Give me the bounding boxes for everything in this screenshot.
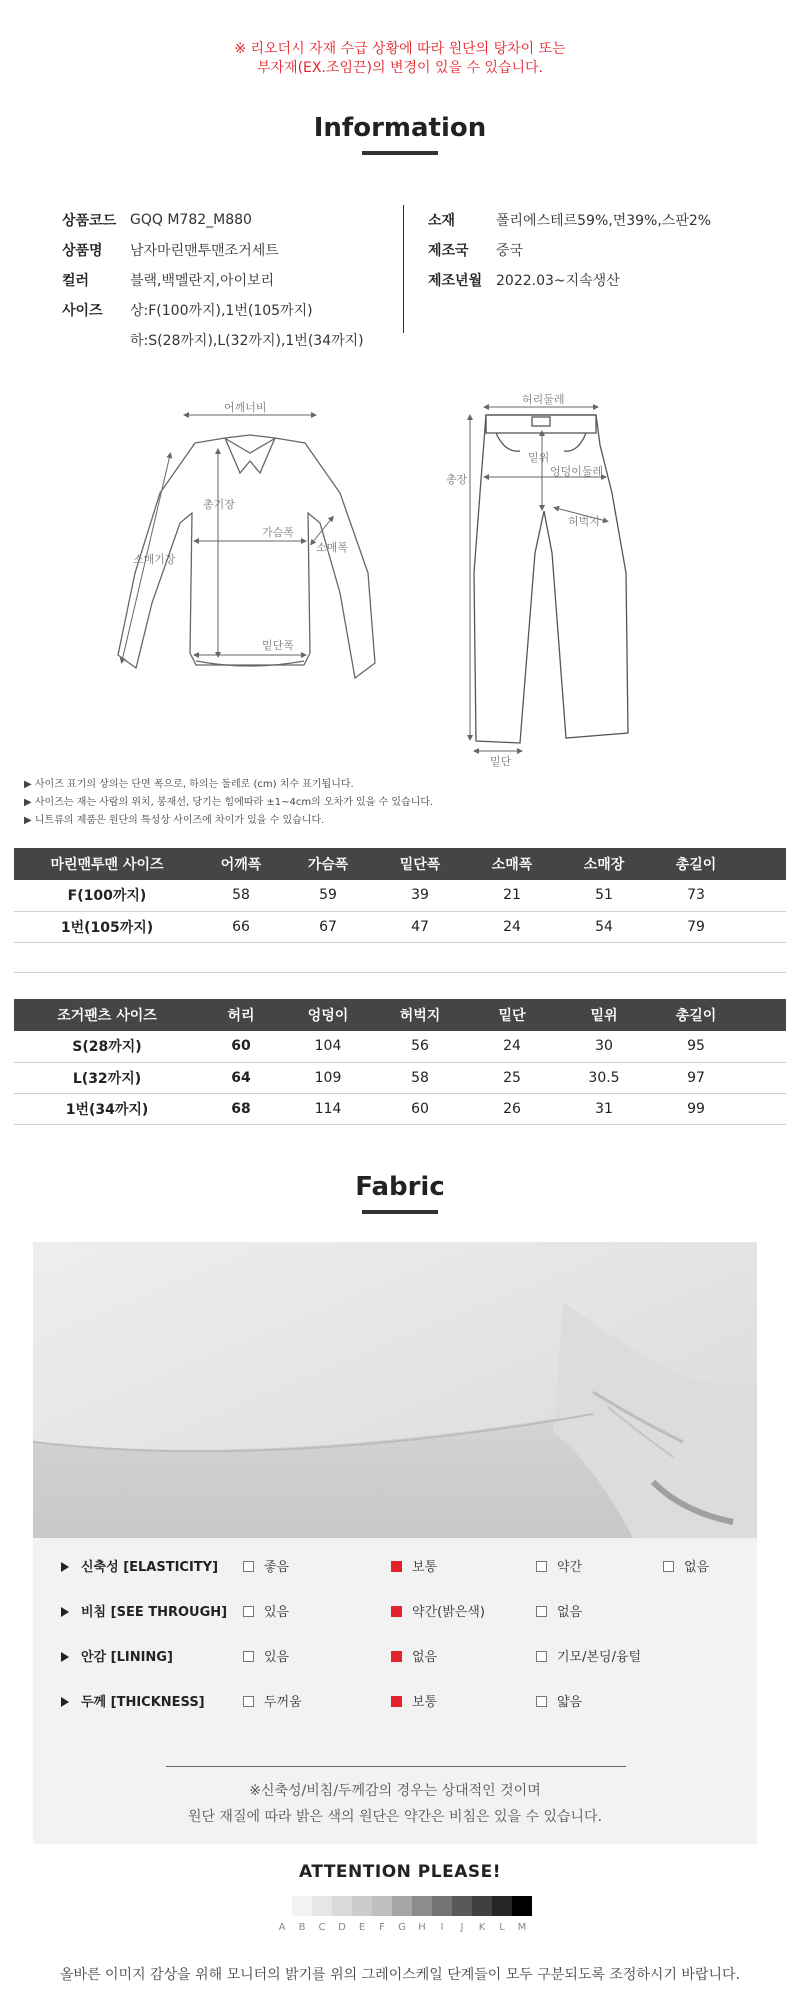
option-checkbox[interactable] (243, 1646, 289, 1665)
table-cell: 39 (374, 880, 466, 911)
table-cell: 30 (558, 1031, 650, 1062)
measurement-diagram (0, 393, 800, 773)
table-header: 소매장 (558, 848, 650, 880)
label-total: 총장 (446, 473, 468, 486)
fabric-row-label (61, 1691, 205, 1710)
fabric-row-lining (33, 1642, 757, 1666)
label-shoulder: 어깨너비 (224, 401, 267, 414)
table-cell-blank (14, 942, 786, 972)
table-cell: 60 (374, 1093, 466, 1124)
table-cell: 54 (558, 911, 650, 942)
information-title (0, 113, 800, 155)
grayscale-swatch (332, 1896, 352, 1916)
grayscale-swatch (492, 1896, 512, 1916)
checkbox-icon (663, 1561, 674, 1572)
triangle-bullet-icon (61, 1652, 69, 1662)
info-key: 상품코드 (62, 213, 117, 229)
info-value: 폴리에스테르59%,면39%,스판2% (496, 213, 712, 229)
grayscale-swatch (472, 1896, 492, 1916)
checkbox-checked-icon (391, 1561, 402, 1572)
fabric-row-label-text: 안감 [LINING] (81, 1650, 173, 1665)
grayscale-label: J (460, 1922, 464, 1933)
table-cell: S(28까지) (14, 1031, 200, 1062)
option-label: 약간 (557, 1560, 583, 1575)
grayscale-swatch (372, 1896, 392, 1916)
info-value: 남자마린맨투맨조거세트 (130, 243, 279, 259)
fabric-row-elasticity (33, 1552, 757, 1576)
info-row-size (62, 295, 364, 325)
option-label: 보통 (412, 1560, 438, 1575)
table-cell: L(32까지) (14, 1062, 200, 1093)
table-header: 조거팬츠 사이즈 (14, 999, 200, 1031)
table-cell-blank (742, 880, 786, 911)
table-cell: 64 (200, 1062, 282, 1093)
info-row-material (428, 205, 711, 235)
checkbox-icon (243, 1651, 254, 1662)
option-label: 좋음 (264, 1560, 290, 1575)
option-checkbox[interactable] (536, 1556, 582, 1575)
info-row-date (428, 265, 711, 295)
table-cell: 95 (650, 1031, 742, 1062)
option-checkbox[interactable] (536, 1646, 641, 1665)
notice-line-2: 부자재(EX.조임끈)의 변경이 있을 수 있습니다. (257, 60, 543, 76)
table-cell: 67 (282, 911, 374, 942)
info-left-column (62, 205, 364, 355)
info-right-column (428, 205, 711, 295)
grayscale-label: C (318, 1922, 326, 1933)
table-header: 가슴폭 (282, 848, 374, 880)
table-cell: 58 (200, 880, 282, 911)
table-cell-blank (742, 1031, 786, 1062)
grayscale-label: A (278, 1922, 286, 1933)
fabric-row-see-through (33, 1597, 757, 1621)
table-cell: 114 (282, 1093, 374, 1124)
table-cell: 79 (650, 911, 742, 942)
size-notes (24, 776, 433, 830)
option-label: 기모/본딩/융털 (557, 1650, 642, 1665)
option-checkbox[interactable] (391, 1646, 437, 1665)
option-checkbox[interactable] (663, 1556, 709, 1575)
option-checkbox[interactable] (536, 1691, 582, 1710)
info-key: 제조년월 (428, 273, 483, 289)
info-value: 블랙,백멜란지,아이보리 (130, 273, 275, 289)
table-header: 마린맨투맨 사이즈 (14, 848, 200, 880)
notice-line-1: ※ 리오더시 자재 수급 상황에 따라 원단의 탕차이 또는 (234, 41, 566, 57)
grayscale-label: L (499, 1922, 505, 1933)
fabric-row-thickness (33, 1687, 757, 1711)
table-cell: 30.5 (558, 1062, 650, 1093)
table-cell: 68 (200, 1093, 282, 1124)
checkbox-checked-icon (391, 1606, 402, 1617)
info-key: 소재 (428, 213, 456, 229)
table-cell: 109 (282, 1062, 374, 1093)
fabric-row-label-text: 비침 [SEE THROUGH] (81, 1605, 228, 1620)
table-cell: 73 (650, 880, 742, 911)
option-checkbox[interactable] (536, 1601, 582, 1620)
table-row (14, 1031, 786, 1062)
table-cell-blank (742, 1062, 786, 1093)
info-row-size-bottom (62, 325, 364, 355)
grayscale-label: B (298, 1922, 306, 1933)
table-header: 소매폭 (466, 848, 558, 880)
info-key: 제조국 (428, 243, 469, 259)
sweatshirt-size-table (14, 848, 786, 973)
grayscale-swatch (432, 1896, 452, 1916)
info-key: 컬러 (62, 273, 90, 289)
checkbox-checked-icon (391, 1696, 402, 1707)
information-title-text: Information (313, 113, 487, 143)
grayscale-swatch (412, 1896, 432, 1916)
fabric-note-line: 원단 재질에 따라 밝은 색의 원단은 약간은 비침은 있을 수 있습니다. (187, 1809, 603, 1825)
fabric-title (0, 1172, 800, 1214)
checkbox-icon (536, 1696, 547, 1707)
option-label: 없음 (557, 1605, 583, 1620)
option-checkbox[interactable] (391, 1556, 437, 1575)
info-key: 상품명 (62, 243, 103, 259)
table-header: 허벅지 (374, 999, 466, 1031)
grayscale-label: F (379, 1922, 385, 1933)
table-cell: 24 (466, 911, 558, 942)
table-cell: 26 (466, 1093, 558, 1124)
label-length: 총기장 (203, 498, 235, 511)
info-value: 하:S(28까지),L(32까지),1번(34까지) (130, 333, 364, 349)
table-row (14, 1093, 786, 1124)
grayscale-label: E (358, 1922, 366, 1933)
fabric-row-label (61, 1556, 218, 1575)
attention-title: ATTENTION PLEASE! (299, 1862, 501, 1882)
label-thigh: 허벅지 (568, 515, 600, 528)
table-header-blank (742, 999, 786, 1031)
checkbox-icon (243, 1696, 254, 1707)
table-header-blank (742, 848, 786, 880)
fabric-note-divider (166, 1766, 626, 1767)
grayscale-labels (272, 1922, 532, 1933)
info-value: 2022.03~지속생산 (496, 273, 620, 289)
info-divider (403, 205, 404, 333)
fabric-photo-illustration (33, 1242, 757, 1538)
label-chest: 가슴폭 (262, 526, 294, 539)
option-checkbox[interactable] (243, 1556, 289, 1575)
option-label: 없음 (412, 1650, 438, 1665)
fabric-title-text: Fabric (355, 1172, 445, 1202)
table-row (14, 911, 786, 942)
note-line: ▶ 니트류의 제품은 원단의 특성상 사이즈에 차이가 있을 수 있습니다. (24, 815, 325, 826)
table-cell: F(100까지) (14, 880, 200, 911)
grayscale-scale (272, 1896, 532, 1916)
table-cell: 104 (282, 1031, 374, 1062)
option-label: 약간(밝은색) (412, 1605, 485, 1620)
info-value: GQQ M782_M880 (130, 212, 252, 228)
option-label: 두꺼움 (264, 1695, 302, 1710)
info-row-country (428, 235, 711, 265)
grayscale-swatch (312, 1896, 332, 1916)
checkbox-icon (243, 1606, 254, 1617)
grayscale-swatch (272, 1896, 292, 1916)
fabric-note-line: ※신축성/비침/두께감의 경우는 상대적인 것이며 (249, 1783, 541, 1799)
table-header: 엉덩이 (282, 999, 374, 1031)
product-info (0, 205, 800, 349)
table-cell: 51 (558, 880, 650, 911)
grayscale-swatch (512, 1896, 532, 1916)
monitor-brightness-note: 올바른 이미지 감상을 위해 모니터의 밝기를 위의 그레이스케일 단계들이 모두 구분되도록 조정하시기 바랍니다. (60, 1967, 740, 1983)
checkbox-icon (243, 1561, 254, 1572)
reorder-notice (0, 40, 800, 78)
triangle-bullet-icon (61, 1697, 69, 1707)
grayscale-label: D (338, 1922, 346, 1933)
info-value: 중국 (496, 243, 524, 259)
option-checkbox[interactable] (391, 1601, 485, 1620)
table-cell: 31 (558, 1093, 650, 1124)
table-header: 총길이 (650, 848, 742, 880)
info-value: 상:F(100까지),1번(105까지) (130, 303, 313, 319)
title-underline (362, 151, 438, 155)
table-cell-blank (742, 911, 786, 942)
table-cell: 58 (374, 1062, 466, 1093)
label-pants-hem: 밑단 (490, 755, 512, 768)
fabric-row-label (61, 1601, 227, 1620)
info-key: 사이즈 (62, 303, 103, 319)
table-header: 밑위 (558, 999, 650, 1031)
option-checkbox[interactable] (243, 1601, 289, 1620)
option-checkbox[interactable] (391, 1691, 437, 1710)
option-label: 얇음 (557, 1695, 583, 1710)
triangle-bullet-icon (61, 1562, 69, 1572)
checkbox-icon (536, 1606, 547, 1617)
info-row-name (62, 235, 364, 265)
table-cell-blank (742, 1093, 786, 1124)
option-label: 없음 (684, 1560, 710, 1575)
checkbox-icon (536, 1651, 547, 1662)
fabric-photo (33, 1242, 757, 1538)
info-row-color (62, 265, 364, 295)
table-row-empty (14, 942, 786, 972)
checkbox-checked-icon (391, 1651, 402, 1662)
table-header: 총길이 (650, 999, 742, 1031)
grayscale-label: G (398, 1922, 406, 1933)
fabric-row-label-text: 두께 [THICKNESS] (81, 1695, 205, 1710)
label-waist: 허리둘레 (522, 393, 565, 406)
triangle-bullet-icon (61, 1607, 69, 1617)
grayscale-label: M (517, 1922, 527, 1933)
table-row (14, 1062, 786, 1093)
label-sleeve-length: 소매기장 (133, 553, 176, 566)
table-cell: 59 (282, 880, 374, 911)
table-header-row (14, 999, 786, 1031)
label-rise: 밑위 (528, 451, 550, 464)
note-line: ▶ 사이즈는 재는 사람의 위치, 봉재선, 당기는 힘에따라 ±1~4cm의 오차가 있을 수 있습니다. (24, 797, 434, 808)
table-header-row (14, 848, 786, 880)
table-header: 어깨폭 (200, 848, 282, 880)
table-header: 허리 (200, 999, 282, 1031)
option-label: 보통 (412, 1695, 438, 1710)
fabric-attributes (33, 1538, 757, 1844)
title-underline (362, 1210, 438, 1214)
table-cell: 24 (466, 1031, 558, 1062)
table-cell: 1번(105까지) (14, 911, 200, 942)
grayscale-label: H (418, 1922, 426, 1933)
table-cell: 60 (200, 1031, 282, 1062)
table-cell: 25 (466, 1062, 558, 1093)
grayscale-swatch (352, 1896, 372, 1916)
label-hem: 밑단폭 (262, 639, 294, 652)
table-header: 밑단 (466, 999, 558, 1031)
info-row-code (62, 205, 364, 235)
table-cell: 47 (374, 911, 466, 942)
option-label: 있음 (264, 1605, 290, 1620)
grayscale-swatch (452, 1896, 472, 1916)
fabric-row-label (61, 1646, 173, 1665)
label-sleeve-width: 소매폭 (316, 541, 348, 554)
label-hip: 엉덩이둘레 (550, 465, 604, 478)
option-label: 있음 (264, 1650, 290, 1665)
checkbox-icon (536, 1561, 547, 1572)
table-cell: 66 (200, 911, 282, 942)
table-header: 밑단폭 (374, 848, 466, 880)
option-checkbox[interactable] (243, 1691, 302, 1710)
table-cell: 99 (650, 1093, 742, 1124)
fabric-note (33, 1778, 757, 1830)
note-line: ▶ 사이즈 표기의 상의는 단면 폭으로, 하의는 둘레로 (cm) 치수 표기됩니다. (24, 779, 354, 790)
grayscale-swatch (392, 1896, 412, 1916)
table-cell: 56 (374, 1031, 466, 1062)
measurement-illustration (0, 393, 800, 773)
table-cell: 1번(34까지) (14, 1093, 200, 1124)
grayscale-swatch (292, 1896, 312, 1916)
table-cell: 97 (650, 1062, 742, 1093)
jogger-size-table (14, 999, 786, 1125)
table-row (14, 880, 786, 911)
grayscale-label: K (478, 1922, 486, 1933)
fabric-row-label-text: 신축성 [ELASTICITY] (81, 1560, 219, 1575)
grayscale-label: I (440, 1922, 444, 1933)
table-cell: 21 (466, 880, 558, 911)
